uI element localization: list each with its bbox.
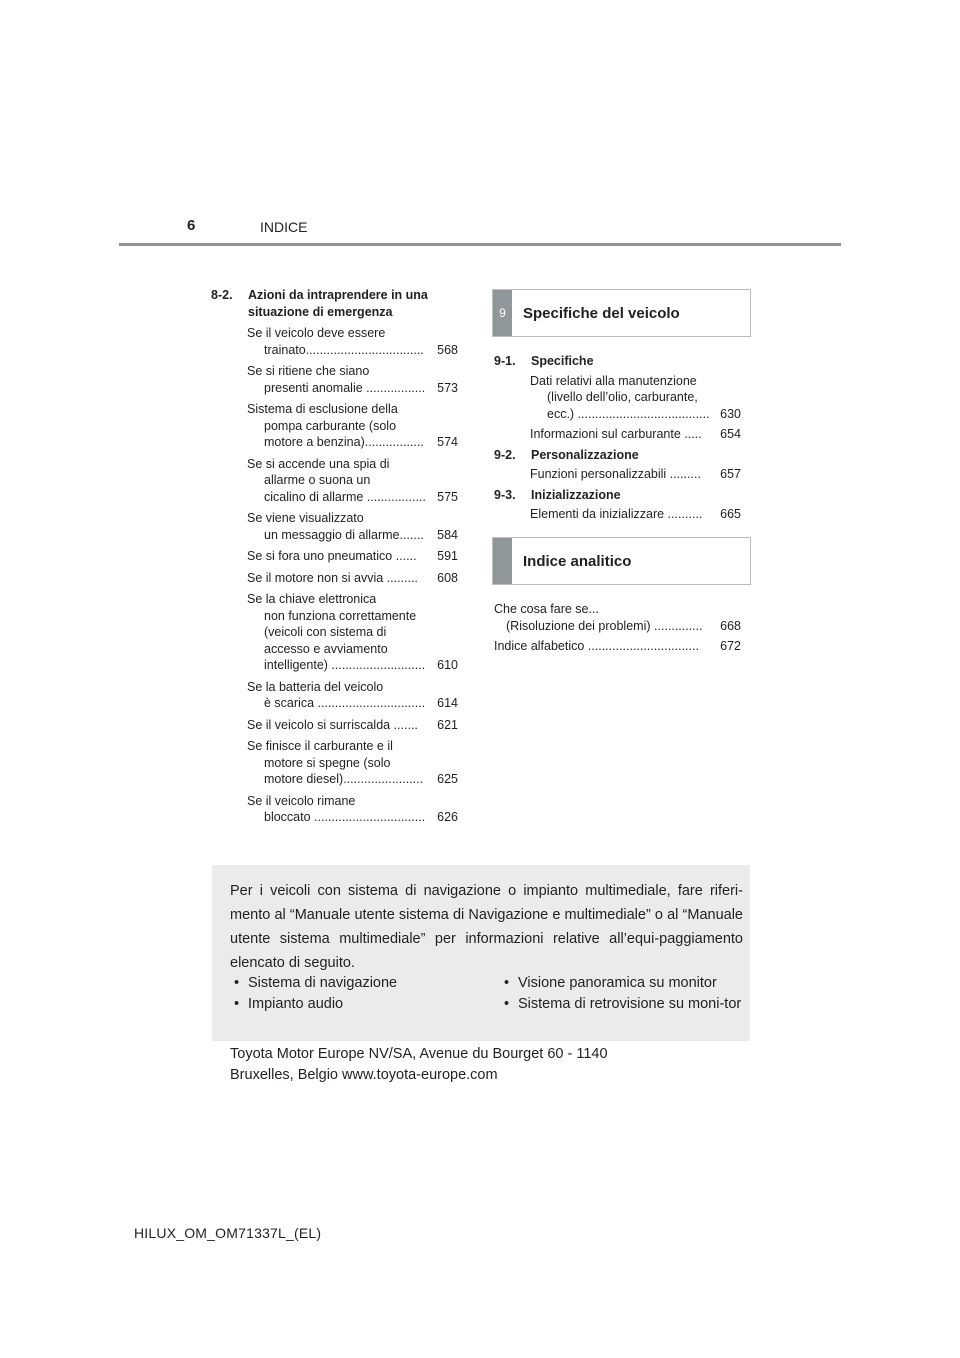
toc-entry[interactable] (211, 325, 458, 358)
toc-entry-text: Se viene visualizzato un messaggio di allarme....... (247, 511, 424, 542)
toc-section-heading (494, 353, 741, 370)
toc-entry[interactable] (211, 738, 458, 788)
toc-entry[interactable] (211, 717, 458, 734)
toc-entry[interactable] (211, 793, 458, 826)
toc-entry-page: 672 (720, 639, 741, 653)
toc-entry-page: 665 (720, 507, 741, 521)
toc-section-heading (494, 487, 741, 504)
section-number: 9-2. (494, 447, 516, 462)
section-number: 9-1. (494, 354, 516, 368)
toc-entry-page: 573 (437, 380, 458, 395)
publisher-address: Toyota Motor Europe NV/SA, Avenue du Bourget 60 - 1140 Bruxelles, Belgio www.toyota-europe.com (230, 1046, 608, 1083)
toc-entry-text: Che cosa fare se... (Risoluzione dei problemi) .............. (494, 602, 703, 633)
toc-entry-page: 657 (720, 467, 741, 481)
chapter-title: Specifiche del veicolo (523, 304, 680, 322)
document-code-footer: HILUX_OM_OM71337L_(EL) (134, 1225, 322, 1241)
toc-entry[interactable] (211, 510, 458, 543)
chapter-tab-index[interactable] (492, 537, 751, 585)
toc-entry-page: 574 (437, 435, 458, 449)
bullet-dot-icon: • (504, 996, 510, 1012)
toc-section (494, 447, 741, 483)
section-number: 9-3. (494, 487, 516, 502)
bullet-text: Visione panoramica su monitor (518, 975, 717, 991)
toc-entry-page: 610 (437, 658, 458, 672)
bullet-text: Sistema di navigazione (248, 975, 398, 991)
toc-section (494, 487, 741, 523)
bullet-item (504, 994, 744, 1015)
toc-entry-page: 614 (437, 696, 458, 710)
toc-entry-text: Elementi da inizializzare .......... (530, 507, 703, 521)
toc-section-heading (494, 447, 741, 464)
bullet-text: Sistema di retrovisione su moni-tor (518, 996, 742, 1012)
chapter-strip (493, 538, 512, 584)
toc-entry-page: 584 (437, 527, 458, 542)
toc-entry[interactable] (211, 591, 458, 674)
toc-entry[interactable] (494, 426, 741, 443)
section-title: Azioni da intraprendere in una situazione di emergenza (248, 288, 428, 319)
bullet-item (234, 973, 474, 994)
chapter-tab-9[interactable] (492, 289, 751, 337)
toc-entry-page: 608 (437, 570, 458, 585)
toc-entry-text: Se la batteria del veicolo è scarica ............................... (247, 679, 426, 710)
toc-entry-list (211, 325, 458, 826)
toc-entry-page: 568 (437, 342, 458, 357)
toc-entry[interactable] (494, 601, 741, 634)
toc-entry[interactable] (211, 456, 458, 506)
toc-entry-text: Se il veicolo deve essere trainato.................................. (247, 326, 424, 357)
toc-entry-page: 625 (437, 772, 458, 786)
section-title: Specifiche (531, 354, 594, 368)
toc-section (494, 353, 741, 443)
toc-entry[interactable] (211, 679, 458, 712)
toc-left-column (211, 287, 458, 831)
toc-entry-page: 668 (720, 618, 741, 633)
toc-entry-text: Se si ritiene che siano presenti anomalie ................. (247, 364, 426, 395)
toc-entry[interactable] (494, 506, 741, 523)
header-divider (119, 243, 841, 246)
bullet-list-right (504, 973, 744, 1015)
note-paragraph: Per i veicoli con sistema di navigazione o impianto multimediale, fare riferi-mento al “Manuale utente sistema di Navigazione e multimediale” o al “Manuale utente sistema multimediale” per informazioni relative all’equi-paggiamento elencato di seguito. (230, 883, 743, 971)
toc-entry-text: Se la chiave elettronica non funziona correttamente (veicoli con sistema di accesso e avviamento intelligente) ........................... (247, 592, 426, 672)
bullet-dot-icon: • (504, 975, 510, 991)
bullet-text: Impianto audio (248, 996, 344, 1012)
bullet-item (234, 994, 474, 1015)
toc-entry[interactable] (211, 570, 458, 587)
toc-entry-page: 591 (437, 549, 458, 563)
toc-entry[interactable] (211, 363, 458, 396)
toc-entry-text: Se il motore non si avvia ......... (247, 570, 418, 585)
toc-right-column (494, 353, 741, 527)
toc-entry-page: 621 (437, 717, 458, 732)
bullet-item (504, 973, 744, 994)
index-entry-list (494, 601, 741, 659)
toc-entry-text: Se finisce il carburante e il motore si spegne (solo motore diesel)....................... (247, 739, 424, 786)
toc-entry-text: Informazioni sul carburante ..... (530, 427, 702, 441)
bullet-dot-icon: • (234, 975, 240, 991)
section-title: Inizializzazione (531, 487, 621, 502)
toc-entry-page: 630 (720, 406, 741, 421)
section-number: 8-2. (211, 288, 233, 302)
toc-entry[interactable] (211, 548, 458, 565)
toc-entry-text: Indice alfabetico ................................ (494, 639, 699, 653)
section-title: Personalizzazione (531, 447, 639, 462)
toc-section-list (494, 353, 741, 523)
toc-entry[interactable] (494, 638, 741, 655)
toc-entry-text: Funzioni personalizzabili ......... (530, 467, 701, 481)
toc-entry-text: Dati relativi alla manutenzione (livello dell’olio, carburante, ecc.) ...................................... (530, 373, 710, 421)
toc-entry-page: 654 (720, 427, 741, 441)
header-title: INDICE (260, 219, 308, 235)
toc-entry-page: 626 (437, 810, 458, 824)
toc-entry-text: Sistema di esclusione della pompa carburante (solo motore a benzina)................. (247, 402, 424, 449)
navigation-note-box (212, 865, 750, 1041)
bullet-list-left (234, 973, 474, 1015)
toc-entry[interactable] (494, 466, 741, 483)
toc-entry[interactable] (494, 373, 741, 423)
toc-entry[interactable] (211, 401, 458, 451)
chapter-title: Indice analitico (523, 552, 632, 570)
page-number: 6 (187, 217, 196, 234)
bullet-dot-icon: • (234, 996, 240, 1012)
toc-entry-text: Se il veicolo rimane bloccato ................................ (247, 793, 426, 824)
chapter-number-strip: 9 (493, 290, 512, 336)
toc-entry-text: Se il veicolo si surriscalda ....... (247, 717, 418, 732)
toc-entry-text: Se si accende una spia di allarme o suona un cicalino di allarme ................. (247, 456, 426, 504)
toc-entry-page: 575 (437, 489, 458, 504)
toc-section-heading (211, 287, 458, 320)
toc-entry-text: Se si fora uno pneumatico ...... (247, 549, 417, 563)
